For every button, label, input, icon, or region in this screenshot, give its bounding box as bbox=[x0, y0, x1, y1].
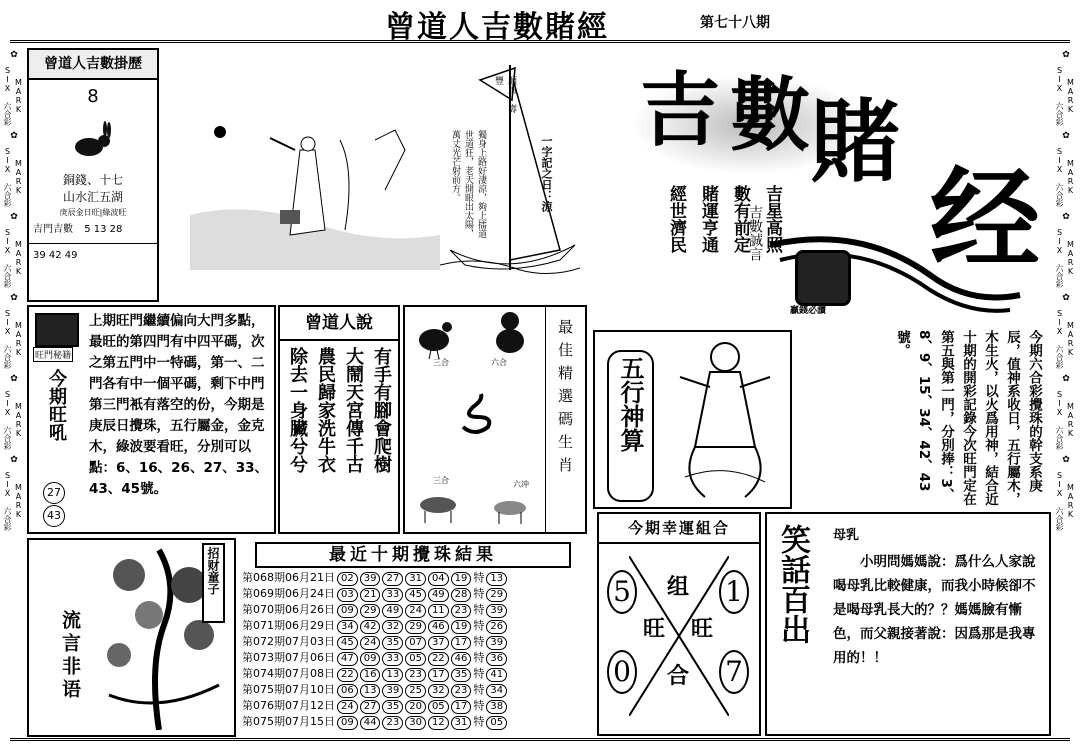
result-number: 49 bbox=[382, 604, 403, 618]
result-cell bbox=[381, 602, 404, 618]
result-special-number: 26 bbox=[486, 620, 507, 634]
left-side-text: MARK SIX 六合彩 bbox=[3, 390, 23, 450]
side-rosette-icon: ✿ bbox=[1062, 374, 1070, 384]
side-rosette-icon: ✿ bbox=[1062, 455, 1070, 465]
result-cell bbox=[336, 618, 359, 634]
result-special-number: 39 bbox=[486, 636, 507, 650]
almanac-box bbox=[27, 48, 159, 302]
result-number: 12 bbox=[428, 716, 449, 730]
result-cell bbox=[427, 666, 450, 682]
wuxing-title: 五行神算 bbox=[607, 350, 654, 502]
result-cell bbox=[404, 666, 427, 682]
result-cell bbox=[359, 618, 382, 634]
result-number: 17 bbox=[428, 668, 449, 682]
result-cell bbox=[427, 602, 450, 618]
side-rosette-icon: ✿ bbox=[1062, 212, 1070, 222]
side-rosette-icon: ✿ bbox=[1062, 50, 1070, 60]
result-special-cell bbox=[485, 570, 508, 586]
result-number: 05 bbox=[428, 700, 449, 714]
result-special-cell bbox=[485, 618, 508, 634]
result-special-label: 特 bbox=[473, 667, 485, 680]
result-number: 35 bbox=[382, 636, 403, 650]
result-cell bbox=[336, 666, 359, 682]
zengdao-col-1: 有手有腳會爬樹 bbox=[371, 347, 392, 473]
result-special-label: 特 bbox=[473, 715, 485, 728]
result-special-number: 29 bbox=[486, 588, 507, 602]
almanac-line2: 山水汇五湖 bbox=[62, 190, 123, 204]
almanac-lucky-nums1: 5 13 28 bbox=[84, 224, 123, 235]
side-rosette-icon: ✿ bbox=[10, 131, 18, 141]
results-title: 最近十期攪珠結果 bbox=[255, 542, 571, 568]
lucky-text-top: 组 bbox=[667, 574, 690, 600]
results-panel bbox=[237, 538, 589, 733]
result-special-number: 34 bbox=[486, 684, 507, 698]
result-cell bbox=[450, 618, 473, 634]
result-number: 23 bbox=[451, 604, 472, 618]
zengdao-title: 曾道人說 bbox=[280, 307, 398, 341]
result-number: 39 bbox=[382, 684, 403, 698]
result-number: 04 bbox=[428, 572, 449, 586]
right-side-text: MARK SIX 六合彩 bbox=[1055, 66, 1075, 126]
result-period: 第073期07月06日 bbox=[242, 651, 335, 664]
lucky-num-bottom-left: 0 bbox=[607, 650, 637, 694]
result-cell bbox=[450, 714, 473, 730]
result-number: 20 bbox=[405, 700, 426, 714]
result-special-label: 特 bbox=[473, 571, 485, 584]
result-cell bbox=[381, 714, 404, 730]
result-cell bbox=[404, 650, 427, 666]
sailboat-section bbox=[440, 60, 580, 280]
zodiac-label-2: 六合 bbox=[491, 358, 507, 367]
result-cell bbox=[381, 570, 404, 586]
result-special-label: 特 bbox=[473, 635, 485, 648]
result-special-label: 特 bbox=[473, 603, 485, 616]
tagline-col-1: 吉星高照 bbox=[762, 185, 782, 253]
side-rosette-icon: ✿ bbox=[10, 212, 18, 222]
wangmen-circle-2: 43 bbox=[43, 505, 65, 527]
result-number: 22 bbox=[428, 652, 449, 666]
result-number: 29 bbox=[405, 620, 426, 634]
side-rosette-icon: ✿ bbox=[10, 50, 18, 60]
result-number: 47 bbox=[337, 652, 358, 666]
result-cell bbox=[404, 570, 427, 586]
result-cell bbox=[427, 586, 450, 602]
result-row bbox=[241, 570, 508, 586]
result-number: 46 bbox=[451, 652, 472, 666]
logo-char-1: 吉 bbox=[640, 63, 720, 157]
result-cell bbox=[450, 666, 473, 682]
result-cell bbox=[336, 682, 359, 698]
tagline-side: 吉數誠言 bbox=[747, 205, 763, 261]
logo-char-3: 賭 bbox=[810, 89, 900, 195]
result-cell bbox=[404, 634, 427, 650]
joke-heading: 母乳 bbox=[833, 528, 860, 543]
result-number: 31 bbox=[451, 716, 472, 730]
result-number: 24 bbox=[405, 604, 426, 618]
result-number: 32 bbox=[428, 684, 449, 698]
result-number: 35 bbox=[382, 700, 403, 714]
sail-flag-text: 順風 壽豐 bbox=[493, 76, 516, 113]
result-number: 39 bbox=[360, 572, 381, 586]
result-special-number: 41 bbox=[486, 668, 507, 682]
snake-icon bbox=[453, 392, 498, 437]
result-number: 49 bbox=[428, 588, 449, 602]
deity-illustration bbox=[665, 337, 785, 502]
monkey-icon bbox=[485, 309, 535, 357]
left-side-text: MARK SIX 六合彩 bbox=[3, 66, 23, 126]
lucky-text-left: 旺 bbox=[643, 616, 666, 642]
result-cell bbox=[427, 634, 450, 650]
result-cell bbox=[450, 602, 473, 618]
result-period: 第069期06月24日 bbox=[242, 587, 335, 600]
zodiac-label-3: 三合 bbox=[433, 476, 449, 485]
result-cell bbox=[450, 682, 473, 698]
result-number: 24 bbox=[360, 636, 381, 650]
result-cell bbox=[381, 666, 404, 682]
result-number: 28 bbox=[451, 588, 472, 602]
results-body bbox=[241, 570, 508, 730]
result-number: 34 bbox=[337, 620, 358, 634]
result-cell bbox=[427, 698, 450, 714]
right-side-text: MARK SIX 六合彩 bbox=[1055, 471, 1075, 531]
result-special-label: 特 bbox=[473, 619, 485, 632]
bottom-rule bbox=[10, 738, 1070, 741]
sail-caption: 一字記之日：涼 bbox=[540, 135, 553, 212]
result-number: 29 bbox=[360, 604, 381, 618]
result-number: 30 bbox=[405, 716, 426, 730]
result-special-cell bbox=[485, 698, 508, 714]
result-cell bbox=[381, 698, 404, 714]
result-number: 27 bbox=[382, 572, 403, 586]
tagline-col-2: 數有前定 bbox=[730, 185, 750, 253]
zodiac-box bbox=[403, 305, 587, 534]
traveler-illustration bbox=[190, 110, 440, 270]
result-special-cell bbox=[485, 586, 508, 602]
zodiac-side: 最佳精選碼生肖 bbox=[556, 319, 574, 480]
tagline-col-4: 經世濟民 bbox=[666, 185, 686, 253]
wangmen-body: 上期旺門繼續偏向大門多點，最旺的第四門有中四平碼，次之第五門中一特碼，第一、二門各有中一個平碼，剩下中門第三門衹有落空的份，今期是庚辰日攪珠，五行屬金，金克木，綠波要看旺，分別可以點：6、16、26、27、33、43、45號。 bbox=[89, 313, 269, 497]
result-cell bbox=[450, 586, 473, 602]
result-row bbox=[241, 698, 508, 714]
result-cell bbox=[359, 570, 382, 586]
result-number: 07 bbox=[405, 636, 426, 650]
result-period: 第075期07月15日 bbox=[242, 715, 335, 728]
zengdao-col-4: 除去一身臟兮兮 bbox=[287, 347, 308, 473]
side-rosette-icon: ✿ bbox=[10, 455, 18, 465]
result-special-cell bbox=[485, 602, 508, 618]
result-cell bbox=[404, 698, 427, 714]
right-side-text: MARK SIX 六合彩 bbox=[1055, 309, 1075, 369]
result-special-number: 05 bbox=[486, 716, 507, 730]
result-cell bbox=[336, 586, 359, 602]
left-side-text: MARK SIX 六合彩 bbox=[3, 471, 23, 531]
left-side-strip bbox=[2, 50, 26, 730]
goat-icon bbox=[485, 492, 535, 526]
result-number: 35 bbox=[451, 668, 472, 682]
result-number: 23 bbox=[382, 716, 403, 730]
result-cell bbox=[359, 714, 382, 730]
left-side-text: MARK SIX 六合彩 bbox=[3, 228, 23, 288]
side-rosette-icon: ✿ bbox=[10, 374, 18, 384]
stamp-badge bbox=[795, 250, 851, 306]
result-special-number: 38 bbox=[486, 700, 507, 714]
result-number: 33 bbox=[382, 588, 403, 602]
result-number: 23 bbox=[451, 684, 472, 698]
lucky-num-top-right: 1 bbox=[719, 570, 749, 614]
side-rosette-icon: ✿ bbox=[1062, 293, 1070, 303]
result-cell bbox=[359, 602, 382, 618]
result-cell bbox=[427, 650, 450, 666]
result-number: 02 bbox=[337, 572, 358, 586]
result-special-label: 特 bbox=[473, 651, 485, 664]
result-special-number: 36 bbox=[486, 652, 507, 666]
result-cell bbox=[359, 634, 382, 650]
result-number: 44 bbox=[360, 716, 381, 730]
side-rosette-icon: ✿ bbox=[1062, 131, 1070, 141]
result-cell bbox=[359, 586, 382, 602]
result-number: 13 bbox=[382, 668, 403, 682]
almanac-line3b: 綠波旺 bbox=[102, 208, 127, 217]
result-row bbox=[241, 666, 508, 682]
result-cell bbox=[336, 634, 359, 650]
right-side-strip bbox=[1054, 50, 1078, 730]
result-cell bbox=[381, 618, 404, 634]
zodiac-divider bbox=[545, 307, 546, 532]
result-number: 17 bbox=[451, 700, 472, 714]
zengdao-box bbox=[278, 305, 400, 534]
result-row bbox=[241, 634, 508, 650]
lucky-num-bottom-right: 7 bbox=[719, 650, 749, 694]
side-rosette-icon: ✿ bbox=[10, 293, 18, 303]
result-number: 19 bbox=[451, 620, 472, 634]
rabbit-icon bbox=[29, 115, 157, 165]
result-number: 11 bbox=[428, 604, 449, 618]
result-cell bbox=[404, 586, 427, 602]
zodiac-label-1: 三合 bbox=[433, 358, 449, 367]
sail-poem: 獨身上路好淒涼，夠上擂道世道狂，老天開眼出太陽，萬丈光芒射前方。 bbox=[450, 130, 486, 238]
result-special-number: 39 bbox=[486, 604, 507, 618]
result-cell bbox=[450, 570, 473, 586]
result-row bbox=[241, 682, 508, 698]
result-special-label: 特 bbox=[473, 683, 485, 696]
almanac-lucky-nums2: 39 42 49 bbox=[29, 243, 157, 261]
result-cell bbox=[336, 714, 359, 730]
result-number: 24 bbox=[337, 700, 358, 714]
result-cell bbox=[404, 602, 427, 618]
result-cell bbox=[336, 570, 359, 586]
result-cell bbox=[427, 618, 450, 634]
result-number: 09 bbox=[360, 652, 381, 666]
result-row bbox=[241, 650, 508, 666]
wuxing-body: 今期六合彩攪珠的幹支系庚辰，值神系收日，五行屬木，木生火，以火爲用神，結合近十期的開彩記錄今次旺門定在第五與第一門，分別捧：3、8、9、15、34、42、43號。 bbox=[894, 330, 1042, 506]
almanac-line3: 庚辰金日旺 bbox=[59, 208, 100, 217]
wangmen-circle-1: 27 bbox=[43, 482, 65, 504]
result-number: 42 bbox=[360, 620, 381, 634]
result-number: 46 bbox=[428, 620, 449, 634]
almanac-lucky-label: 吉門吉數 bbox=[33, 224, 73, 235]
zengdao-col-2: 大鬧天宮傳千古 bbox=[343, 347, 364, 473]
right-side-text: MARK SIX 六合彩 bbox=[1055, 390, 1075, 450]
stamp-label: 贏錢必讀 bbox=[790, 306, 827, 316]
result-cell bbox=[359, 682, 382, 698]
result-number: 31 bbox=[405, 572, 426, 586]
result-cell bbox=[404, 682, 427, 698]
result-number: 45 bbox=[337, 636, 358, 650]
result-period: 第076期07月12日 bbox=[242, 699, 335, 712]
joke-box bbox=[765, 512, 1051, 736]
result-special-cell bbox=[485, 634, 508, 650]
ox-icon bbox=[413, 487, 463, 525]
left-side-text: MARK SIX 六合彩 bbox=[3, 147, 23, 207]
page-title: 曾道人吉數賭經 bbox=[385, 10, 609, 45]
result-period: 第070期06月26日 bbox=[242, 603, 335, 616]
result-number: 27 bbox=[360, 700, 381, 714]
logo-char-2: 數 bbox=[730, 68, 810, 162]
result-period: 第074期07月08日 bbox=[242, 667, 335, 680]
left-side-text: MARK SIX 六合彩 bbox=[3, 309, 23, 369]
result-special-cell bbox=[485, 682, 508, 698]
result-cell bbox=[427, 570, 450, 586]
right-side-text: MARK SIX 六合彩 bbox=[1055, 147, 1075, 207]
result-number: 03 bbox=[337, 588, 358, 602]
result-cell bbox=[359, 698, 382, 714]
logo-char-4: 经 bbox=[930, 155, 1040, 284]
result-special-cell bbox=[485, 666, 508, 682]
liuyan-tag: 招财童子 bbox=[202, 543, 225, 623]
result-special-label: 特 bbox=[473, 699, 485, 712]
result-period: 第072期07月03日 bbox=[242, 635, 335, 648]
result-cell bbox=[404, 618, 427, 634]
result-cell bbox=[381, 682, 404, 698]
top-rule bbox=[10, 40, 1070, 43]
result-number: 21 bbox=[360, 588, 381, 602]
result-number: 13 bbox=[360, 684, 381, 698]
result-special-cell bbox=[485, 714, 508, 730]
joke-title: 笑話百出 bbox=[775, 524, 810, 644]
result-cell bbox=[381, 586, 404, 602]
result-number: 32 bbox=[382, 620, 403, 634]
lucky-box bbox=[597, 512, 761, 736]
result-special-cell bbox=[485, 650, 508, 666]
result-cell bbox=[381, 634, 404, 650]
result-cell bbox=[450, 634, 473, 650]
result-number: 37 bbox=[428, 636, 449, 650]
wangmen-side-title: 今期旺吼 bbox=[46, 369, 67, 441]
result-period: 第068期06月21日 bbox=[242, 571, 335, 584]
result-number: 06 bbox=[337, 684, 358, 698]
result-number: 22 bbox=[337, 668, 358, 682]
result-cell bbox=[336, 602, 359, 618]
result-period: 第075期07月10日 bbox=[242, 683, 335, 696]
result-number: 25 bbox=[405, 684, 426, 698]
result-row bbox=[241, 714, 508, 730]
lucky-title: 今期幸運組合 bbox=[599, 514, 759, 544]
result-number: 09 bbox=[337, 716, 358, 730]
wangmen-box bbox=[27, 305, 276, 534]
wangmen-icon-label: 旺門秘籍 bbox=[33, 347, 73, 362]
almanac-line1: 銅錢、十七 bbox=[62, 173, 123, 187]
result-row bbox=[241, 602, 508, 618]
tagline-col-3: 賭運亨通 bbox=[698, 185, 718, 253]
result-number: 19 bbox=[451, 572, 472, 586]
result-cell bbox=[450, 650, 473, 666]
result-cell bbox=[336, 698, 359, 714]
result-number: 09 bbox=[337, 604, 358, 618]
result-cell bbox=[404, 714, 427, 730]
liuyan-title: 流言非语 bbox=[59, 610, 81, 702]
rooster-icon bbox=[409, 315, 459, 360]
result-number: 23 bbox=[405, 668, 426, 682]
result-row bbox=[241, 618, 508, 634]
wuxing-box bbox=[593, 330, 792, 509]
joke-body: 小明問媽媽說：爲什么人家說喝母乳比較健康，而我小時候卻不是喝母乳長大的？？媽媽臉有慚色，而父親接著說：因爲那是我專用的！！ bbox=[833, 554, 1036, 666]
lucky-num-top-left: 5 bbox=[607, 570, 637, 614]
almanac-title: 曾道人吉數掛歷 bbox=[29, 50, 157, 80]
result-number: 33 bbox=[382, 652, 403, 666]
result-number: 17 bbox=[451, 636, 472, 650]
result-cell bbox=[427, 682, 450, 698]
result-cell bbox=[336, 650, 359, 666]
results-table bbox=[241, 570, 508, 730]
zodiac-label-4: 六冲 bbox=[513, 480, 529, 489]
right-side-text: MARK SIX 六合彩 bbox=[1055, 228, 1075, 288]
result-number: 16 bbox=[360, 668, 381, 682]
result-cell bbox=[427, 714, 450, 730]
almanac-lucky-row bbox=[29, 220, 157, 235]
lucky-text-bottom: 合 bbox=[667, 663, 690, 689]
result-row bbox=[241, 586, 508, 602]
result-special-number: 13 bbox=[486, 572, 507, 586]
result-cell bbox=[359, 666, 382, 682]
result-cell bbox=[450, 698, 473, 714]
result-cell bbox=[381, 650, 404, 666]
wangmen-icon bbox=[35, 313, 79, 347]
almanac-day: 8 bbox=[87, 86, 99, 107]
lucky-text-right: 旺 bbox=[691, 616, 714, 642]
result-number: 05 bbox=[405, 652, 426, 666]
almanac-line3-row: 庚辰金日旺|綠波旺 bbox=[59, 208, 127, 217]
result-number: 45 bbox=[405, 588, 426, 602]
result-special-label: 特 bbox=[473, 587, 485, 600]
result-cell bbox=[359, 650, 382, 666]
zengdao-col-3: 農民歸家洗牛衣 bbox=[315, 347, 336, 473]
result-period: 第071期06月29日 bbox=[242, 619, 335, 632]
issue-number: 第七十八期 bbox=[700, 15, 770, 31]
